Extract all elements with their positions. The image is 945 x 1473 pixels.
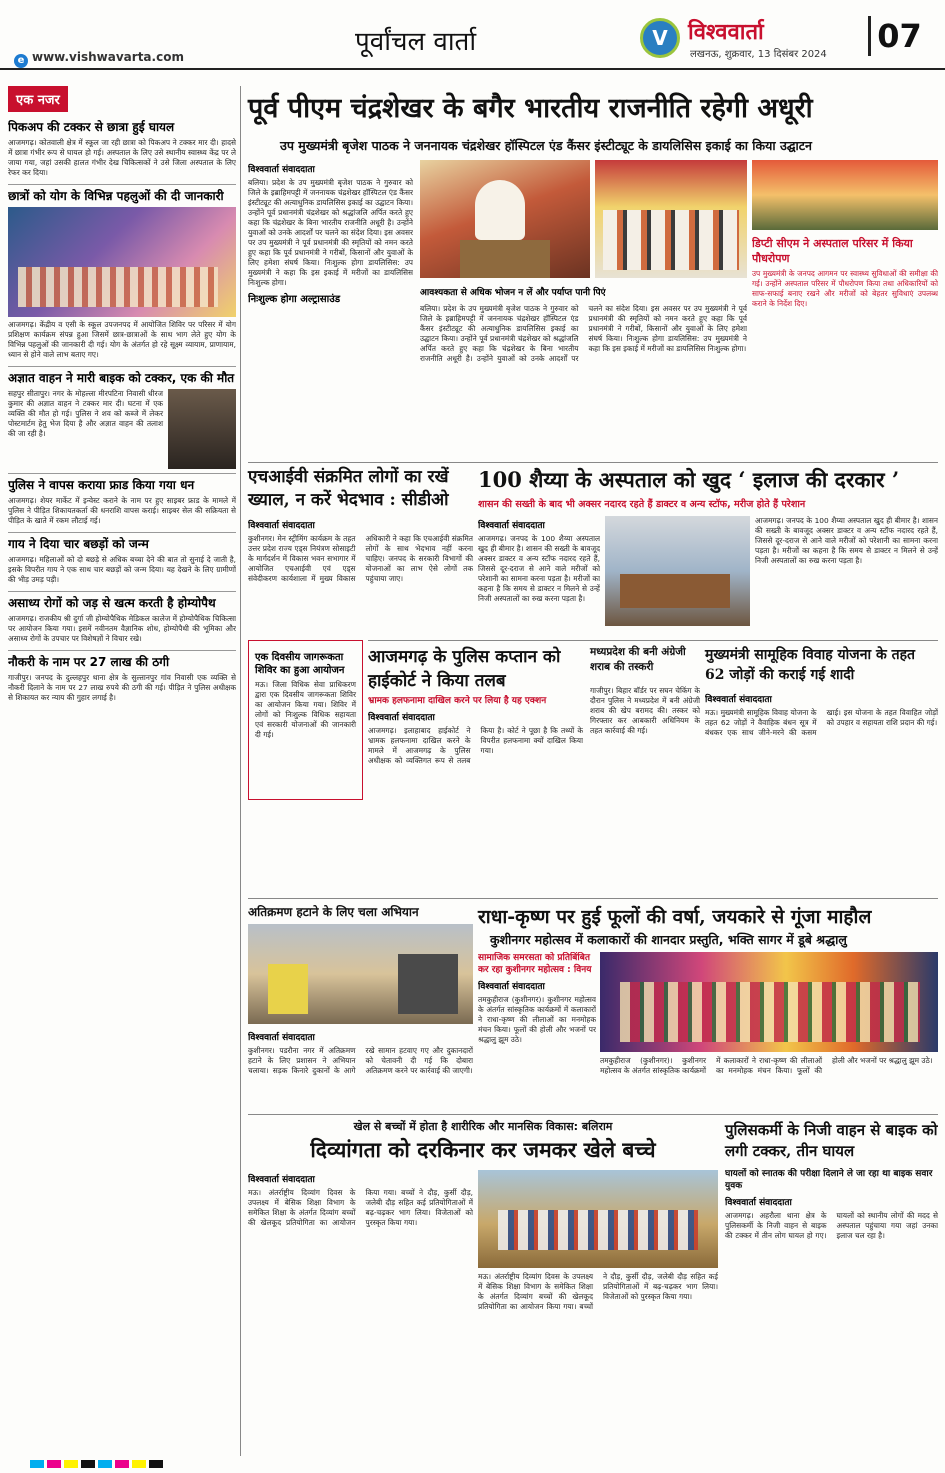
liquor-story [590,686,700,894]
registration-swatch [47,1460,61,1468]
section-rule [248,1114,938,1115]
encroachment-story [248,1028,473,1110]
sports-headline: दिव्यांगता को दरकिनार कर जमकर खेले बच्चे [310,1137,656,1162]
encroachment-photo [248,924,473,1024]
left-column [8,86,236,1466]
column-rule [240,86,241,1456]
dateline: लखनऊ, शुक्रवार, 13 दिसंबर 2024 [690,49,827,60]
brief-body: सहपुर सीतापुर। नगर के मोहल्ला मीरपटिना निवासी धीरज कुमार की अज्ञात वाहन ने टक्कर मार दी। घटना में एक व्यक्ति की मौत हो गई। पुलिस ने शव को कब्जे में लेकर पोस्टमार्टम हेतु भेज दिया है और अज्ञात वाहन की तलाश की जा रही है। [8,389,163,438]
camp-headline: एक दिवसीय जागरूकता शिविर का हुआ आयोजन [255,652,345,676]
divider [8,591,236,592]
registration-swatch [132,1460,146,1468]
divider [8,366,236,367]
hospital-headline: 100 शैय्या के अस्पताल को खुद ‘ इलाज की दरकार ’ [478,467,900,492]
encroachment-body: कुशीनगर। पडरौना नगर में अतिक्रमण हटाने के लिए प्रशासन ने अभियान चलाया। सड़क किनारे दुकानों के आगे रखे सामान हटवाए गए और दुकानदारों को चेतावनी दी गई कि दोबारा अतिक्रमण करने पर कार्रवाई की जाएगी। [248,1046,473,1075]
section-title: पूर्वांचल वार्ता [355,27,477,57]
sidebar-headline: डिप्टी सीएम ने अस्पताल परिसर में किया पौधरोपण [752,237,913,265]
bike-headline: पुलिसकर्मी के निजी वाहन से बाइक को लगी टक्कर, तीन घायल [725,1121,938,1160]
brief-body: आजमगढ़। कोतवाली क्षेत्र में स्कूल जा रही छात्रा को पिकअप ने टक्कर मार दी। हादसे में छात्रा गंभीर रूप से घायल हो गई। अस्पताल के लिए उसे स्थानीय स्वास्थ्य केंद्र पर ले जाया गया, जहां उसकी हालत गंभीर देख चिकित्सकों ने उसे जिला अस्पताल के लिए रेफर कर दिया। [8,138,236,177]
lead-deck: उप मुख्यमंत्री बृजेश पाठक ने जननायक चंद्रशेखर हॉस्पिटल एंड कैंसर इंस्टीट्यूट के डायलिसिस इकाई का किया उद्घाटन [280,138,812,153]
police-headline: आजमगढ़ के पुलिस कप्तान को हाईकोर्ट ने किया तलब [368,647,561,691]
registration-swatch [149,1460,163,1468]
sports-body-continued: मऊ। अंतर्राष्ट्रीय दिव्यांग दिवस के उपलक्ष्य में बेसिक शिक्षा विभाग के समेकित शिक्षा के अंतर्गत दिव्यांग बच्चों की खेलकूद प्रतियोगिता का आयोजन किया गया। बच्चों ने दौड़, कुर्सी दौड़, जलेबी दौड़ सहित कई प्रतियोगिताओं में बढ़-चढ़कर भाग लिया। विजेताओं को पुरस्कृत किया गया। [478,1272,718,1311]
hiv-headline: एचआईवी संक्रमित लोगों का रखें ख्याल, न करें भेदभाव : सीडीओ [248,467,449,510]
registration-swatch [81,1460,95,1468]
sports-story [248,1170,473,1454]
divider [8,473,236,474]
police-body: आजमगढ़। इलाहाबाद हाईकोर्ट ने भ्रामक हलफनामा दाखिल करने के मामले में आजमगढ़ के पुलिस अधीक्षक को व्यक्तिगत रूप से तलब किया है। कोर्ट ने पूछा है कि तथ्यों के विपरीत हलफनामा क्यों दाखिल किया गया। [368,726,583,765]
festival-deck: कुशीनगर महोत्सव में कलाकारों की शानदार प्रस्तुति, भक्ति सागर में डूबे श्रद्धालु [490,932,847,947]
marriage-byline: विश्ववार्ता संवाददाता [705,695,772,705]
masthead [0,0,945,70]
lead-sidebar [752,232,938,458]
festival-photo [600,952,938,1052]
brief-headline: नौकरी के नाम पर 27 लाख की ठगी [8,655,170,669]
encroachment-byline: विश्ववार्ता संवाददाता [248,1033,315,1043]
section-tag: एक नजर [8,86,68,112]
lead-byline: विश्ववार्ता संवाददाता [248,165,315,175]
registration-swatch [64,1460,78,1468]
lead-sidebar-photo [752,160,938,230]
brief-headline: छात्रों को योग के विभिन्न पहलुओं की दी जानकारी [8,189,224,203]
hospital-body-continued: आजमगढ़। जनपद के 100 शैय्या अस्पताल खुद ही बीमार है। शासन की सख्ती के बावजूद अक्सर डाक्टर व अन्य स्टॉफ नदारद रहते हैं, जिससे दूर-दराज से आने वाले मरीजों को परेशानी का सामना करना पड़ता है। मरीजों का कहना है कि समय से डाक्टर न मिलने से उन्हें निजी अस्पतालों का रुख करना पड़ता है। [755,516,938,565]
registration-swatch [98,1460,112,1468]
festival-byline: विश्ववार्ता संवाददाता [478,982,545,992]
bike-story [725,1168,938,1454]
lead-photo-event [595,160,747,278]
sports-strap: खेल से बच्चों में होता है शारीरिक और मानसिक विकास: बलिराम [353,1120,613,1133]
marriage-headline: मुख्यमंत्री सामूहिक विवाह योजना के तहत 62 जोड़ों की कराई गई शादी [705,647,915,683]
festival-headline: राधा-कृष्ण पर हुई फूलों की वर्षा, जयकारे से गूंजा माहौल [478,906,872,928]
site-url[interactable] [14,50,184,68]
brand-logo: V [640,18,680,58]
hospital-body: आजमगढ़। जनपद के 100 शैय्या अस्पताल खुद ही बीमार है। शासन की सख्ती के बावजूद अक्सर डाक्टर व अन्य स्टॉफ नदारद रहते हैं, जिससे दूर-दराज से आने वाले मरीजों को परेशानी का सामना करना पड़ता है। मरीजों का कहना है कि समय से डाक्टर न मिलने से उन्हें निजी अस्पतालों का रुख करना पड़ता है। [478,534,600,603]
section-rule [368,640,938,641]
brief-headline: असाध्य रोगों को जड़ से खत्म करती है होम्योपैथ [8,596,216,610]
brief-headline: गाय ने दिया चार बछड़ों को जन्म [8,537,149,551]
sports-photo [478,1170,718,1268]
camp-body: मऊ। जिला विधिक सेवा प्राधिकरण द्वारा एक दिवसीय जागरूकता शिविर का आयोजन किया गया। शिविर में लोगों को निःशुल्क विधिक सहायता एवं सरकारी योजनाओं की जानकारी दी गई। [255,680,356,739]
brief-headline: अज्ञात वाहन ने मारी बाइक को टक्कर, एक की मौत [8,371,235,385]
police-byline: विश्ववार्ता संवाददाता [368,713,435,723]
site-url-text[interactable]: www.vishwavarta.com [32,50,184,64]
liquor-body: गाजीपुर। बिहार बॉर्डर पर सघन चेकिंग के दौरान पुलिस ने मध्यप्रदेश में बनी अंग्रेजी शराब की खेप बरामद की। तस्कर को गिरफ्तार कर आबकारी अधिनियम के तहत कार्रवाई की गई। [590,686,700,735]
lead-body: बलिया। प्रदेश के उप मुख्यमंत्री बृजेश पाठक ने गुरुवार को जिले के इब्राहिमपट्टी में जननायक चंद्रशेखर हॉस्पिटल एंड कैंसर इंस्टीट्यूट की अत्याधुनिक डायलिसिस इकाई का उद्घाटन किया। उन्होंने पूर्व प्रधानमंत्री चंद्रशेखर को श्रद्धांजलि अर्पित करते हुए कहा कि चंद्रशेखर के बिना भारतीय राजनीति अधूरी है। उन्होंने युवाओं को उनके आदर्शों पर चलने का संदेश दिया। इस अवसर पर उप मुख्यमंत्री ने पूर्व प्रधानमंत्री की स्मृतियों को नमन करते हुए कहा कि पूर्व प्रधानमंत्री ने गरीबों, किसानों और युवाओं के लिए हमेशा संघर्ष किया। निःशुल्क होगा डायलिसिस: उप मुख्यमंत्री ने कहा कि इस इकाई में मरीजों का डायलिसिस निःशुल्क होगा। [248,178,413,287]
bike-pull-quote: घायलों को स्नातक की परीक्षा दिलाने ले जा रहा था बाइक सवार युवक [725,1169,933,1191]
hiv-body: कुशीनगर। मेन स्ट्रीमिंग कार्यक्रम के तहत उत्तर प्रदेश राज्य एड्स नियंत्रण सोसाइटी के मार्गदर्शन में विकास भवन सभागार में आयोजित एचआईवी एवं एड्स संवेदीकरण कार्यशाला में मुख्य विकास अधिकारी ने कहा कि एचआईवी संक्रमित लोगों के साथ भेदभाव नहीं करना चाहिए। जनपद के सरकारी विभागों की योजनाओं का लाभ ऐसे लोगों तक पहुंचाया जाए। [248,534,473,583]
lead-photo-caption: आवश्यकता से अधिक भोजन न लें और पर्याप्त पानी पिएं [420,288,606,298]
brief-body: गाजीपुर। जनपद के दुल्लहपुर थाना क्षेत्र के सुल्तानपुर गांव निवासी एक व्यक्ति से नौकरी दिलाने के नाम पर 27 लाख रुपये की ठगी की गई। पीड़ित ने पुलिस अधीक्षक से शिकायत कर न्याय की गुहार लगाई है। [8,673,236,702]
sports-byline: विश्ववार्ता संवाददाता [248,1175,315,1185]
section-rule [248,462,938,463]
marriage-story [705,690,938,895]
hospital-byline: विश्ववार्ता संवाददाता [478,521,545,531]
registration-swatch [115,1460,129,1468]
camp-box [248,640,363,800]
yoga-photo [8,207,236,317]
lead-story-text [248,160,413,458]
police-pull-quote: भ्रामक हलफनामा दाखिल करने पर लिया है यह एक्शन [368,696,547,706]
page-number: 07 [868,16,928,56]
festival-body-continued: तमकुहीराज (कुशीनगर)। कुशीनगर महोत्सव के अंतर्गत सांस्कृतिक कार्यक्रमों में कलाकारों ने राधा-कृष्ण की लीलाओं का मनमोहक मंचन किया। फूलों की होली और भजनों पर श्रद्धालु झूम उठे। [600,1056,933,1075]
encroachment-headline: अतिक्रमण हटाने के लिए चला अभियान [248,905,419,919]
hospital-story-text [478,516,600,638]
festival-continued [600,1056,938,1112]
festival-pull-quote: सामाजिक समरसता को प्रतिबिंबित कर रहा कुशीनगर महोत्सव : विनय [478,953,592,975]
brief-body: आजमगढ़। राजकीय श्री दुर्गा जी होम्योपैथिक मेडिकल कालेज में होम्योपैथिक चिकित्सा पर आयोजन किया गया। इसमें नवीनतम वैज्ञानिक शोध, होम्योपैथी की भूमिका और असाध्य रोगों के उपचार पर विशेषज्ञों ने विचार रखे। [8,614,236,643]
liquor-headline: मध्यप्रदेश की बनी अंग्रेजी शराब की तस्करी [590,646,686,673]
lead-subhead: निःशुल्क होगा अल्ट्रासाउंड [248,294,341,305]
divider [8,184,236,185]
print-registration-bar [0,1460,945,1473]
registration-swatch [30,1460,44,1468]
police-story [368,695,583,895]
hospital-photo [605,516,750,626]
festival-body: तमकुहीराज (कुशीनगर)। कुशीनगर महोत्सव के अंतर्गत सांस्कृतिक कार्यक्रमों में कलाकारों ने राधा-कृष्ण की लीलाओं का मनमोहक मंचन किया। फूलों की होली और भजनों पर श्रद्धालु झूम उठे। [478,995,596,1044]
sports-continued [478,1272,718,1454]
browser-icon: e [14,54,28,68]
brief-body: आजमगढ़। केंद्रीय व एसी के स्कूल उपजनपद में आयोजित शिविर पर परिसर में योग प्रशिक्षण कार्यक्रम संपन्न हुआ जिसमें छात्र-छात्राओं के साथ भाग लेते हुए योग के विभिन्न पहलुओं की जानकारी दी गई। योग के अंतर्गत हो रहे सूक्ष्म व्यायाम, प्राणायाम, ध्यान से होने वाले लाभ बताए गए। [8,320,236,359]
brief-headline: पुलिस ने वापस कराया फ्राड किया गया धन [8,478,195,492]
marriage-body: मऊ। मुख्यमंत्री सामूहिक विवाह योजना के तहत 62 जोड़ों ने वैवाहिक बंधन सूत्र में बंधकर एक साथ जीने-मरने की कसम खाई। इस योजना के तहत विवाहित जोड़ों को उपहार व सहायता राशि प्रदान की गई। [705,708,938,737]
portrait-photo [168,389,236,469]
lead-continued [420,282,747,458]
hiv-byline: विश्ववार्ता संवाददाता [248,521,315,531]
lead-photo-speaker [420,160,590,278]
divider [8,532,236,533]
hospital-deck: शासन की सख्ती के बाद भी अक्सर नदारद रहते हैं डाक्टर व अन्य स्टॉफ, मरीज होते हैं परेशान [478,499,806,510]
brand-name: विश्ववार्ता [688,20,764,45]
section-rule [248,898,938,899]
divider [8,650,236,651]
hiv-story [248,516,473,636]
brief-body: आजमगढ़। महिलाओं को दो बछड़े से अधिक बच्चा देने की बात तो सुनाई दे जाती है, इसके विपरीत गाय ने एक साथ चार बछड़ों को जन्म दिया। यह देखने के लिए ग्रामीणों की भीड़ उमड़ पड़ी। [8,555,236,584]
festival-story [478,952,596,1112]
sports-body: मऊ। अंतर्राष्ट्रीय दिव्यांग दिवस के उपलक्ष्य में बेसिक शिक्षा विभाग के समेकित शिक्षा के अंतर्गत दिव्यांग बच्चों की खेलकूद प्रतियोगिता का आयोजन किया गया। बच्चों ने दौड़, कुर्सी दौड़, जलेबी दौड़ सहित कई प्रतियोगिताओं में बढ़-चढ़कर भाग लिया। विजेताओं को पुरस्कृत किया गया। [248,1188,473,1227]
brief-headline: पिकअप की टक्कर से छात्रा हुई घायल [8,120,175,134]
lead-headline: पूर्व पीएम चंद्रशेखर के बगैर भारतीय राजनीति रहेगी अधूरी [248,93,813,124]
lead-body-continued: बलिया। प्रदेश के उप मुख्यमंत्री बृजेश पाठक ने गुरुवार को जिले के इब्राहिमपट्टी में जननायक चंद्रशेखर हॉस्पिटल एंड कैंसर इंस्टीट्यूट की अत्याधुनिक डायलिसिस इकाई का उद्घाटन किया। उन्होंने पूर्व प्रधानमंत्री चंद्रशेखर को श्रद्धांजलि अर्पित करते हुए कहा कि चंद्रशेखर के बिना भारतीय राजनीति अधूरी है। उन्होंने युवाओं को उनके आदर्शों पर चलने का संदेश दिया। इस अवसर पर उप मुख्यमंत्री ने पूर्व प्रधानमंत्री की स्मृतियों को नमन करते हुए कहा कि पूर्व प्रधानमंत्री ने गरीबों, किसानों और युवाओं के लिए हमेशा संघर्ष किया। निःशुल्क होगा डायलिसिस: उप मुख्यमंत्री ने कहा कि इस इकाई में मरीजों का डायलिसिस निःशुल्क होगा। [420,304,747,363]
brief-body: आजमगढ़। शेयर मार्केट में इन्वेस्ट कराने के नाम पर हुए साइबर फ्राड के मामले में पुलिस ने पीड़ित शिकायतकर्ता की धनराशि वापस कराई। साइबर सेल की सक्रियता से पीड़ित के खाते में रकम लौटाई गई। [8,496,236,525]
bike-byline: विश्ववार्ता संवाददाता [725,1198,792,1208]
bike-body: आजमगढ़। अहरौला थाना क्षेत्र के पुलिसकर्मी के निजी वाहन से बाइक की टक्कर में तीन लोग घायल हो गए। घायलों को स्थानीय लोगों की मदद से अस्पताल पहुंचाया गया जहां उनका इलाज चल रहा है। [725,1211,938,1240]
hospital-continued [755,516,938,638]
sidebar-body: उप मुख्यमंत्री के जनपद आगमन पर स्वास्थ्य सुविधाओं की समीक्षा की गई। उन्होंने अस्पताल परिसर में पौधरोपण किया तथा अधिकारियों को साफ-सफाई बनाए रखने और मरीजों को बेहतर सुविधाएं उपलब्ध कराने के निर्देश दिए। [752,269,938,308]
